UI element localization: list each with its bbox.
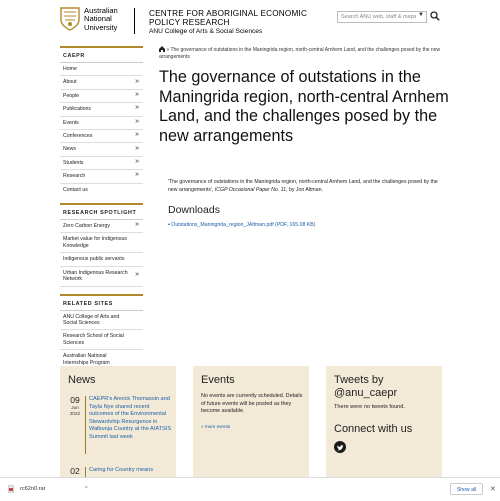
bullet: • xyxy=(168,222,170,228)
search-icon[interactable] xyxy=(430,11,440,21)
breadcrumb xyxy=(159,46,444,60)
chevron-right-icon[interactable]: » xyxy=(135,77,139,85)
breadcrumb-current: » The governance of outstations in the Maningrida region, north-central Arnhem Land, and the challenges posed by the new arrangements xyxy=(159,47,441,60)
college-name: ANU College of Arts & Social Sciences xyxy=(149,28,263,36)
show-all-button[interactable]: Show all xyxy=(450,483,483,495)
citation-prefix: 'The governance of outstations in the Maningrida region, north-central Arnhem Land, and the challenges posed by the new arrangements', xyxy=(168,179,438,193)
file-icon xyxy=(8,485,14,493)
sidebar-item-label: Indigenous public servants xyxy=(63,256,125,263)
sidebar-heading-spotlight: RESEARCH SPOTLIGHT xyxy=(60,205,143,220)
news-date xyxy=(68,467,82,476)
events-heading: Events xyxy=(201,374,235,386)
pdf-download-link[interactable]: Outstations_Maningrida_region_JAltman.pdf (PDF, 165.08 KB) xyxy=(171,222,316,228)
centre-name[interactable] xyxy=(149,10,307,37)
sidebar-heading-related: RELATED SITES xyxy=(60,296,143,311)
events-panel xyxy=(193,366,309,486)
close-icon[interactable]: ✕ xyxy=(490,486,496,493)
home-icon[interactable] xyxy=(159,46,165,52)
sidebar-item-label: Urban Indigenous Research Network xyxy=(63,269,128,283)
sidebar-heading-caepr: CAEPR xyxy=(60,48,143,63)
sidebar-item-label: Research School of Social Sciences xyxy=(63,333,124,346)
news-year: 2022 xyxy=(69,410,81,416)
sidebar-item-conferences[interactable] xyxy=(60,130,143,143)
citation-suffix: , by Jon Altman. xyxy=(286,187,323,193)
logo-line: Australian xyxy=(84,6,118,15)
sidebar-item-home[interactable] xyxy=(60,63,143,76)
chevron-right-icon[interactable]: » xyxy=(135,131,139,139)
spotlight-item-zero-carbon[interactable] xyxy=(60,220,143,233)
sidebar-item-students[interactable] xyxy=(60,157,143,170)
chevron-right-icon[interactable]: » xyxy=(135,144,139,152)
connect-heading: Connect with us xyxy=(334,423,413,435)
news-date xyxy=(68,396,82,416)
news-panel xyxy=(60,366,176,486)
related-item-rsss[interactable] xyxy=(60,330,143,350)
anu-crest-icon xyxy=(60,7,80,31)
news-month: Jun xyxy=(71,405,79,410)
sidebar-item-label: Publications xyxy=(63,106,91,113)
logo-line: National xyxy=(84,14,112,24)
chevron-right-icon[interactable]: » xyxy=(135,171,139,179)
spotlight-item-market-value[interactable] xyxy=(60,233,143,253)
header-divider xyxy=(134,8,135,34)
sidebar-item-label: Events xyxy=(63,119,79,126)
sidebar-item-label: ANU College of Arts and Social Sciences xyxy=(63,313,120,326)
sidebar-item-news[interactable] xyxy=(60,143,143,156)
more-events-link[interactable]: » more events xyxy=(201,424,231,429)
sidebar-item-label: Research xyxy=(63,173,86,180)
chevron-right-icon[interactable]: » xyxy=(135,117,139,125)
related-item-college[interactable] xyxy=(60,311,143,331)
browser-download-bar xyxy=(0,477,500,501)
sidebar-item-label: Students xyxy=(63,159,84,166)
news-date-rule xyxy=(85,396,86,454)
sidebar-item-label: Market value for Indigenous Knowledge xyxy=(63,236,128,249)
search-scope-dropdown[interactable]: ▼ xyxy=(418,12,424,18)
chevron-right-icon[interactable]: » xyxy=(135,271,139,279)
news-day: 09 xyxy=(70,395,80,405)
downloads-heading: Downloads xyxy=(168,204,220,216)
twitter-icon[interactable] xyxy=(334,441,346,453)
download-filename[interactable]: rc62n0.rar xyxy=(20,486,46,492)
logo-line: University xyxy=(84,22,118,32)
centre-line1: CENTRE FOR ABORIGINAL ECONOMIC xyxy=(149,9,308,18)
tweets-panel xyxy=(326,366,442,486)
chevron-up-icon[interactable]: ^ xyxy=(85,486,88,492)
sidebar-item-events[interactable] xyxy=(60,117,143,130)
centre-line2: POLICY RESEARCH xyxy=(149,17,230,27)
news-day: 02 xyxy=(70,466,80,476)
search-input[interactable]: Search ANU web, staff & maps xyxy=(337,11,427,23)
anu-wordmark xyxy=(84,7,118,32)
news-link[interactable]: CAEPR's Annick Thomassin and Tayla Nye shared recent outcomes of the Environmental Stewardship Resurgence in Walbunja Country at the AIATSIS Summit last week xyxy=(89,396,172,440)
sidebar-item-about[interactable] xyxy=(60,76,143,89)
sidebar-item-label: About xyxy=(63,79,77,86)
tweets-heading: Tweets by @anu_caepr xyxy=(334,374,398,399)
chevron-right-icon[interactable]: » xyxy=(135,221,139,229)
news-item xyxy=(68,396,172,456)
citation xyxy=(168,178,438,194)
sidebar-item-label: Contact us xyxy=(63,186,88,193)
spotlight-item-public-servants[interactable] xyxy=(60,253,143,266)
download-list-item xyxy=(168,222,315,228)
sidebar-item-label: News xyxy=(63,146,76,153)
news-heading: News xyxy=(68,374,96,386)
anu-logo[interactable] xyxy=(60,7,140,35)
chevron-right-icon[interactable]: » xyxy=(135,91,139,99)
site-header xyxy=(0,0,500,42)
sidebar-item-label: Australian National Internships Program xyxy=(63,353,110,366)
sidebar xyxy=(60,46,143,370)
events-message: No events are currently scheduled. Details of future events will be posted as they become available. xyxy=(201,393,303,415)
page-title: The governance of outstations in the Maningrida region, north-central Arnhem Land, and the challenges posed by the new arrangements xyxy=(159,68,449,145)
chevron-right-icon[interactable]: » xyxy=(135,158,139,166)
chevron-right-icon[interactable]: » xyxy=(135,104,139,112)
sidebar-item-people[interactable] xyxy=(60,90,143,103)
sidebar-item-label: Conferences xyxy=(63,133,93,140)
news-link[interactable]: Caring for Country means xyxy=(89,467,154,473)
spotlight-item-urban-network[interactable] xyxy=(60,267,143,287)
sidebar-item-research[interactable] xyxy=(60,170,143,183)
sidebar-item-contact[interactable] xyxy=(60,184,143,196)
sidebar-item-publications[interactable] xyxy=(60,103,143,116)
citation-series: ICGP Occasional Paper No. 11 xyxy=(214,187,287,193)
sidebar-item-label: Zero Carbon Energy xyxy=(63,223,110,230)
sidebar-item-label: People xyxy=(63,92,80,99)
sidebar-item-label: Home xyxy=(63,66,77,72)
tweets-empty-message: There were no tweets found. xyxy=(334,404,405,410)
